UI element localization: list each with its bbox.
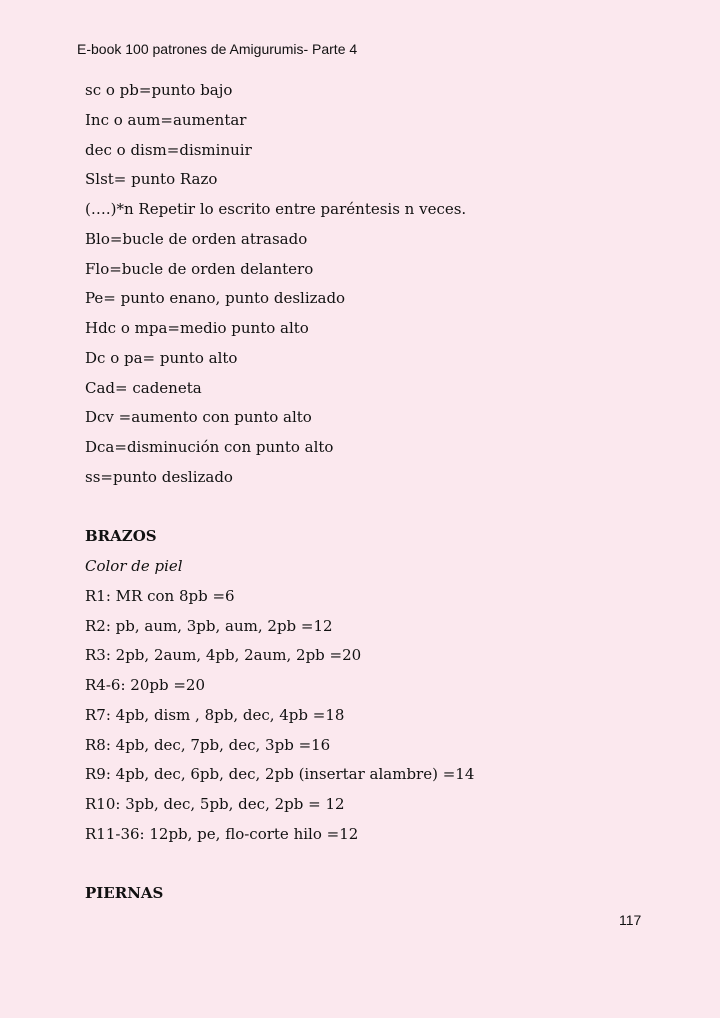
brazos-section [85, 522, 685, 849]
abbreviation-list [85, 76, 685, 493]
abbreviation-item: Dca=disminución con punto alto [85, 438, 334, 456]
spacer [85, 850, 685, 880]
page-number: 117 [619, 912, 642, 928]
pattern-row: R11-36: 12pb, pe, flo-corte hilo =12 [85, 824, 359, 843]
pattern-row: R1: MR con 8pb =6 [85, 586, 235, 605]
pattern-row: R2: pb, aum, 3pb, aum, 2pb =12 [85, 616, 333, 635]
abbreviation-item: Dc o pa= punto alto [85, 348, 238, 367]
spacer [85, 493, 685, 523]
abbreviation-item: Blo=bucle de orden atrasado [85, 229, 308, 248]
section-subheading: Color de piel [85, 557, 183, 575]
abbreviation-item: Pe= punto enano, punto deslizado [85, 289, 346, 308]
piernas-section [85, 879, 685, 909]
page-content [85, 76, 685, 909]
pattern-row: R4-6: 20pb =20 [85, 676, 205, 694]
pattern-row: R7: 4pb, dism , 8pb, dec, 4pb =18 [85, 705, 345, 724]
abbreviation-item: ss=punto deslizado [85, 467, 233, 486]
section-heading-piernas: PIERNAS [85, 884, 164, 903]
abbreviation-item: dec o dism=disminuir [85, 140, 252, 159]
pattern-row: R10: 3pb, dec, 5pb, dec, 2pb = 12 [85, 795, 345, 813]
abbreviation-item: Flo=bucle de orden delantero [85, 259, 314, 278]
pattern-row: R9: 4pb, dec, 6pb, dec, 2pb (insertar alambre) =14 [85, 765, 475, 784]
pattern-row: R8: 4pb, dec, 7pb, dec, 3pb =16 [85, 735, 331, 754]
pattern-row: R3: 2pb, 2aum, 4pb, 2aum, 2pb =20 [85, 646, 362, 665]
abbreviation-item: Hdc o mpa=medio punto alto [85, 319, 309, 337]
section-heading-brazos: BRAZOS [85, 527, 157, 546]
abbreviation-item: (….)*n Repetir lo escrito entre paréntesis n veces. [85, 200, 467, 218]
abbreviation-item: Inc o aum=aumentar [85, 110, 247, 129]
page-header: E-book 100 patrones de Amigurumis- Parte 4 [77, 41, 358, 57]
abbreviation-item: Slst= punto Razo [85, 170, 218, 189]
abbreviation-item: Cad= cadeneta [85, 378, 202, 397]
abbreviation-item: sc o pb=punto bajo [85, 81, 233, 99]
abbreviation-item: Dcv =aumento con punto alto [85, 408, 312, 427]
